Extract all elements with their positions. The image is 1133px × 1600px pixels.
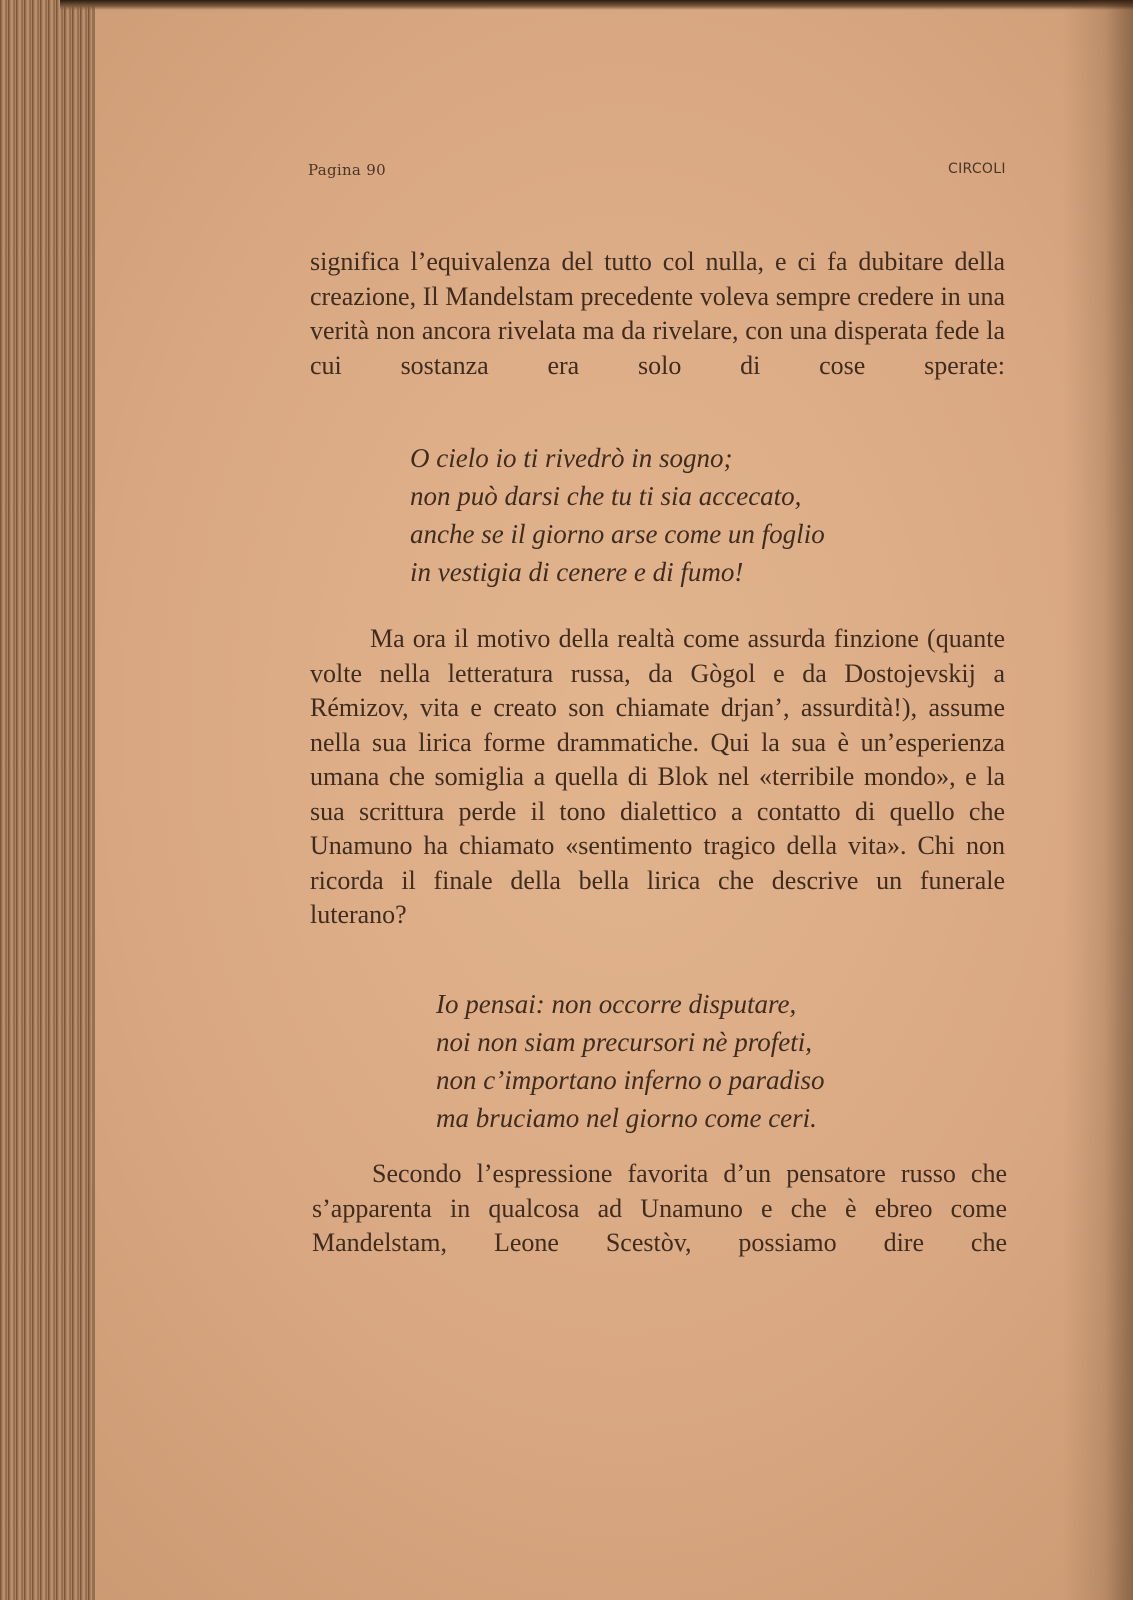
verse-line: non c’importano inferno o paradiso [436, 1065, 825, 1095]
verse-quote [410, 439, 970, 591]
verse-line: noi non siam precursori nè profeti, [436, 1027, 812, 1057]
body-paragraph: significa l’equivalenza del tutto col nulla, e ci fa dubitare della creazione, Il Mandelstam precedente voleva sempre credere in una verità non ancora rivelata ma da rivelare, con una disperata fede la cui sostanza era solo di cose sperate: [310, 247, 1005, 380]
page-number: Pagina 90 [308, 161, 386, 179]
verse-line: O cielo io ti rivedrò in sogno; [410, 443, 733, 473]
running-title: CIRCOLI [948, 161, 1006, 177]
verse-line: Io pensai: non occorre disputare, [436, 989, 797, 1019]
body-paragraph: Secondo l’espressione favorita d’un pensatore russo che s’apparenta in qualcosa ad Unamuno e che è ebreo come Mandelstam, Leone Scestòv, possiamo dire che [312, 1159, 1007, 1257]
verse-quote [436, 985, 956, 1137]
verse-line: in vestigia di cenere e di fumo! [410, 557, 744, 587]
page-edges [0, 0, 95, 1600]
verse-line: anche se il giorno arse come un foglio [410, 519, 825, 549]
verse-line: non può darsi che tu ti sia accecato, [410, 481, 802, 511]
body-paragraph: Ma ora il motivo della realtà come assurda finzione (quante volte nella letteratura russa, da Gògol e da Dostojevskij a Rémizov, vita e creato son chiamate drjan’, assurdità!), assume nella sua lirica forme drammatiche. Qui la sua è un’esperienza umana che somiglia a quella di Blok nel «terribile mondo», e la sua scrittura perde il tono dialettico a contatto di quello che Unamuno ha chiamato «sentimento tragico della vita». Chi non ricorda il finale della bella lirica che descrive un funerale luterano? [310, 624, 1005, 929]
verse-line: ma bruciamo nel giorno come ceri. [436, 1103, 817, 1133]
